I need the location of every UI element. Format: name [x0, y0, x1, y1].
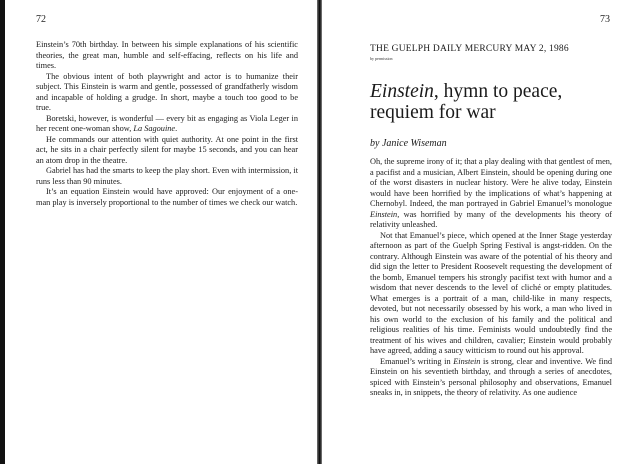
article-headline	[370, 81, 610, 123]
body-text: Emanuel’s writing in	[380, 356, 454, 366]
body-paragraph	[36, 135, 298, 167]
body-text: , was horrified by many of the developments his theory of relativity unleashed.	[370, 209, 612, 229]
body-paragraph	[370, 357, 612, 399]
body-paragraph	[370, 157, 612, 231]
book-gutter	[317, 0, 322, 464]
body-paragraph	[370, 231, 612, 357]
body-text: It’s an equation Einstein would have approved: Our enjoyment of a one-man play is inversely proportional to the number of times we check our watch.	[36, 187, 298, 207]
body-text: The obvious intent of both playwright and actor is to humanize their subject. This Einstein is warm and gentle, possessed of grandfatherly wisdom and incapable of holding a grudge. In short, maybe a touch too good to be true.	[36, 71, 298, 112]
italic-title-text: Einstein	[370, 209, 398, 219]
body-text: is strong, clear and inventive. We find Einstein on his seventieth birthday, and through a series of anecdotes, spiced with Einstein’s personal philosophy and observations, Emanuel sneaks in, in snippets, the theory of relativity. As one audience	[370, 356, 612, 397]
body-text: Not that Emanuel’s piece, which opened at the Inner Stage yesterday afternoon as part of the Guelph Spring Festival is angst-ridden. On the contrary. Although Einstein was aware of the potential of his theory and did sign the letter to President Roosevelt requesting the development of the bomb, Emanuel tempers his strongly pacifist text with humor and a wisdom that never descends to the level of cliché or empty platitudes. What emerges is a portrait of a man, child-like in many respects, devoted, but not necessarily obsessed by his work, a man who lived in his own world to the exclusion of his family and the political and religious realities of his time. Feminists would undoubtedly find the treatment of his wives and children, cavalier; Einstein would probably have agreed, adding a saucy witticism to round out his approval.	[370, 230, 612, 355]
headline-title: Einstein	[370, 81, 434, 103]
body-text: Gabriel has had the smarts to keep the play short. Even with intermission, it runs less than 90 minutes.	[36, 166, 298, 186]
body-text: Boretski, however, is wonderful — every bit as engaging as Viola Leger in her recent one-woman show,	[36, 113, 298, 133]
right-page	[370, 0, 610, 464]
newspaper-dateline: THE GUELPH DAILY MERCURY MAY 2, 1986	[370, 44, 569, 54]
left-page	[36, 0, 306, 464]
italic-title-text: La Sagouine	[133, 124, 176, 133]
body-paragraph	[36, 114, 298, 135]
right-page-body	[370, 157, 612, 399]
body-text: Einstein’s 70th birthday. In between his simple explanations of his scientific theories, the great man, humble and self-effacing, reflects on his life and times.	[36, 40, 298, 70]
headline-subtitle: , hymn to peace, requiem for war	[370, 81, 563, 124]
body-paragraph	[36, 187, 298, 208]
binding-edge-left	[0, 0, 5, 464]
permission-note: by permission	[370, 56, 393, 61]
body-paragraph	[36, 72, 298, 114]
italic-title-text: Einstein	[453, 356, 481, 366]
page-number-right: 73	[600, 14, 610, 25]
body-text: Oh, the supreme irony of it; that a play dealing with that gentlest of men, a pacifist and a musician, Albert Einstein, should be opening during one of the worst disasters in nuclear history. Were he alive today, Einstein would have been horrified by the implications of what’s happening at Chernobyl. Indeed, the man portrayed in Gabriel Emanuel’s monologue	[370, 157, 612, 208]
page-number-left: 72	[36, 14, 46, 25]
body-paragraph	[36, 166, 298, 187]
article-byline: by Janice Wiseman	[370, 138, 447, 149]
body-text: .	[175, 124, 178, 133]
body-text: He commands our attention with quiet authority. At one point in the first act, he sits in a chair perfectly silent for maybe 15 seconds, and you can hear an atom drop in the theatre.	[36, 134, 298, 165]
body-paragraph	[36, 40, 298, 72]
left-page-body	[36, 40, 298, 208]
